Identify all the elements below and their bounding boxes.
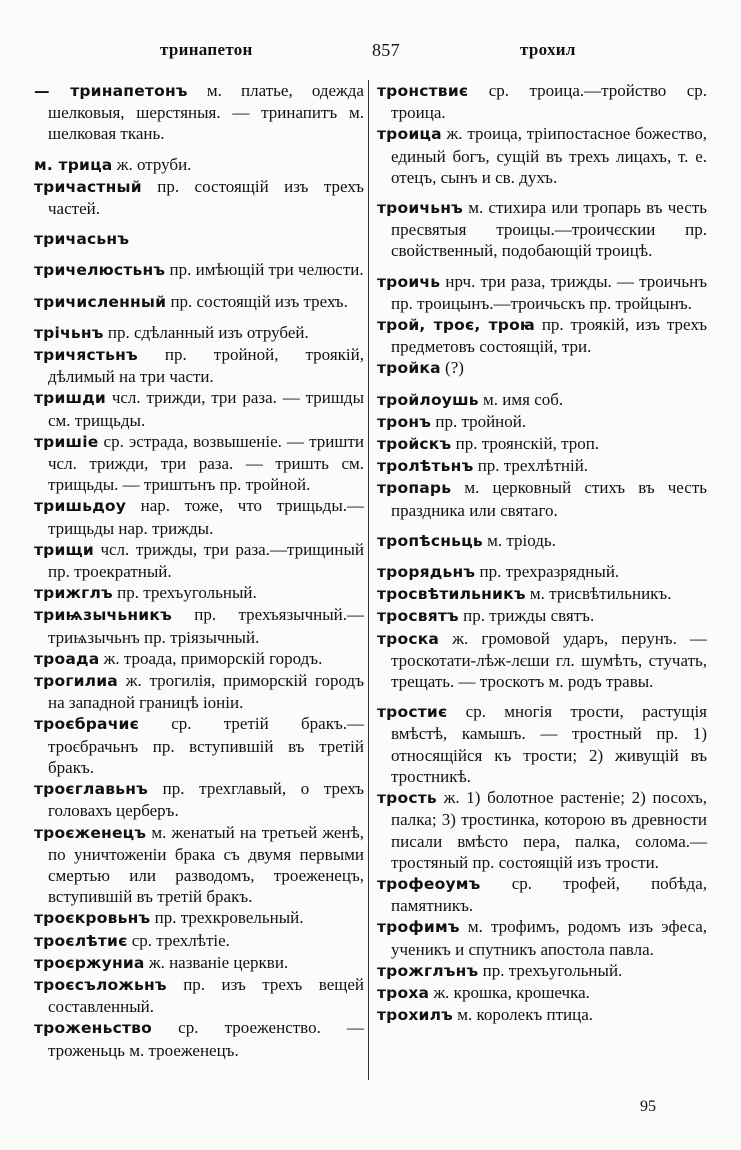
entry-definition: ср. третій бракъ.—троєбрачьнъ пр. вступившій въ третій бракъ. [48, 714, 364, 777]
entry-definition: ж. отруби. [112, 154, 192, 174]
dictionary-entry [377, 477, 707, 520]
dictionary-entry [34, 907, 364, 929]
dictionary-entry [34, 154, 364, 176]
dictionary-entry [34, 604, 364, 647]
dictionary-entry [34, 495, 364, 538]
dictionary-entry [34, 259, 364, 281]
entry-definition: м. имя соб. [478, 389, 564, 409]
entry-headword: трорядьнъ [377, 563, 476, 582]
dictionary-entry [377, 271, 707, 314]
entry-headword: тричисленный [34, 292, 167, 311]
dictionary-entry [34, 176, 364, 219]
dictionary-entry [377, 357, 707, 379]
right-column [377, 80, 707, 1026]
entry-headword: тропарь [377, 479, 452, 498]
dictionary-entry [34, 80, 364, 145]
entry-headword: трижглъ [34, 584, 113, 603]
entry-definition: пр. тройной, троякій, дѣлимый на три части. [48, 345, 364, 387]
dictionary-entry [377, 960, 707, 982]
entry-definition: (?) [440, 358, 464, 378]
entry-headword: трогилиа [34, 672, 118, 691]
entry-definition: ж. трогилія, приморскій городъ на западной границѣ іоніи. [48, 671, 364, 713]
dictionary-entry [34, 974, 364, 1017]
dictionary-entry [34, 582, 364, 604]
entry-headword: троичьнъ [377, 199, 463, 218]
dictionary-entry [377, 982, 707, 1004]
entry-headword: троска [377, 629, 440, 648]
entry-headword: троєлѣтиє [34, 931, 128, 950]
entry-headword: тронствиє [377, 82, 469, 100]
entry-headword: тросвятъ [377, 607, 459, 626]
dictionary-entry [377, 1004, 707, 1026]
entry-definition: ж. троица, тріипостасное божество, единый богъ, сущій въ трехъ лицахъ, т. е. отецъ, сынъ и св. духъ. [391, 124, 707, 187]
dictionary-entry [377, 628, 707, 693]
dictionary-entry [377, 583, 707, 605]
entry-headword: тричастный [34, 177, 142, 196]
dictionary-entry [377, 123, 707, 188]
entry-definition: м. тріодь. [482, 530, 556, 550]
dictionary-entry [34, 228, 364, 250]
entry-definition: пр. изъ трехъ вещей составленный. [48, 974, 364, 1017]
entry-headword: трожглънъ [377, 961, 479, 980]
dictionary-entry [34, 822, 364, 908]
dictionary-entry [377, 433, 707, 455]
entry-definition: м. стихира или тропарь въ честь пресвятыя троицы.—троичєскии пр. свойственный, подобающій троицѣ. [391, 198, 707, 261]
entry-headword: троєкровьнъ [34, 909, 151, 928]
entry-headword: тричястьнъ [34, 346, 138, 365]
entry-definition: м. платье, одежда шелковыя, шерстяныя. — тринапитъ м. шелковая ткань. [48, 81, 364, 144]
entry-headword: — тринапетонъ [34, 82, 188, 100]
entry-definition: чсл. трижды, три раза.—трищиный пр. троекратный. [48, 539, 364, 582]
entry-headword: тричелюстьнъ [34, 261, 166, 280]
dictionary-entry [34, 322, 364, 344]
dictionary-entry [34, 648, 364, 670]
entry-headword: тришьдоу [34, 497, 127, 516]
entry-definition: пр. трехглавый, о трехъ головахъ церберъ. [48, 779, 364, 821]
dictionary-entry [34, 539, 364, 582]
entry-definition: чсл. трижди, три раза. — тришды см. трищьды. [48, 388, 364, 430]
entry-definition: пр. трехразрядный. [475, 562, 620, 582]
entry-headword: трофеоумъ [377, 874, 481, 893]
entry-headword: тросвѣтильникъ [377, 585, 526, 604]
entry-definition: нрч. три раза, трижды. — троичьнъ пр. троицынъ.—троичьскъ пр. тройцынъ. [391, 271, 707, 313]
entry-definition: пр. имѣющій три челюсти. [165, 260, 364, 280]
entry-definition: ж. крошка, крошечка. [429, 982, 590, 1002]
entry-headword: тронъ [377, 412, 432, 431]
running-head-right: трохил [520, 40, 576, 59]
dictionary-entry [377, 314, 707, 357]
entry-definition: ж. 1) болотное растеніе; 2) посохъ, палка; 3) тростинка, которою въ древности писали вмѣсто пера, палка, солома.—тростяный пр. состоящій изъ трости. [391, 788, 707, 872]
entry-definition: ср. трофей, побѣда, памятникъ. [391, 873, 707, 916]
entry-definition: нар. тоже, что трищьды.— трищьды нар. трижды. [48, 496, 364, 538]
entry-headword: троєсъложьнъ [34, 975, 167, 994]
running-head-left: тринапетон [160, 40, 253, 59]
entry-headword: троица [377, 125, 442, 144]
page-number-top: 857 [372, 40, 400, 60]
entry-headword: трищи [34, 540, 94, 559]
entry-definition: м. женатый на третьей женѣ, по уничтоженіи брака съ двумя первыми смертью или разводомъ, троеженецъ, вступившій въ третій бракъ. [48, 822, 364, 907]
dictionary-entry [377, 455, 707, 477]
entry-headword: троха [377, 983, 430, 1002]
entry-headword: трой, троє, троꙗ [377, 316, 535, 335]
entry-definition: пр. трехъязычный.— триѩзычьнъ пр. тріязычный. [48, 605, 364, 647]
entry-definition: пр. трехъугольный. [478, 960, 623, 980]
dictionary-entry [377, 787, 707, 873]
entry-definition: ср. трехлѣтіе. [127, 930, 230, 950]
dictionary-entry [34, 344, 364, 387]
entry-headword: тройка [377, 359, 441, 378]
entry-headword: тропѣсньць [377, 531, 483, 550]
entry-definition: ж. названіе церкви. [144, 952, 289, 972]
entry-definition: пр. состоящій изъ трехъ. [166, 291, 348, 311]
entry-headword: троєглавьнъ [34, 780, 148, 799]
page-number-bottom: 95 [640, 1098, 656, 1115]
dictionary-entry [377, 197, 707, 262]
entry-headword: тричасьнъ [34, 230, 130, 249]
dictionary-entry [34, 670, 364, 713]
dictionary-entry [377, 605, 707, 627]
dictionary-entry [34, 387, 364, 430]
entry-headword: тролѣтьнъ [377, 457, 474, 476]
entry-headword: тройлоушь [377, 390, 479, 409]
entry-headword: триѩзычьникъ [34, 606, 172, 625]
entry-definition: ср. многія трости, растущія вмѣстѣ, камышъ. — тростный пр. 1) относящійся къ трости; 2) живущій въ тростникѣ. [391, 702, 707, 786]
entry-definition: пр. тройной. [431, 411, 527, 431]
entry-headword: трофимъ [377, 918, 460, 937]
entry-definition: пр. сдѣланный изъ отрубей. [103, 322, 309, 342]
entry-headword: троєржуниа [34, 953, 145, 972]
dictionary-entry [34, 778, 364, 821]
dictionary-entry [34, 291, 364, 313]
entry-definition: пр. трижды святъ. [458, 606, 595, 626]
dictionary-entry [377, 561, 707, 583]
entry-headword: тришіе [34, 432, 99, 451]
dictionary-entry [377, 916, 707, 959]
dictionary-entry [34, 713, 364, 778]
entry-headword: троєбрачиє [34, 715, 139, 734]
entry-definition: ж. троада, приморскій городъ. [99, 648, 323, 668]
entry-headword: троєженецъ [34, 823, 147, 842]
entry-definition: пр. трехлѣтній. [473, 456, 589, 476]
entry-headword: троада [34, 649, 100, 668]
dictionary-entry [34, 952, 364, 974]
dictionary-entry [34, 930, 364, 952]
entry-definition: м. церковный стихъ въ честь праздника или святаго. [391, 478, 707, 520]
entry-definition: пр. трехкровельный. [150, 908, 304, 928]
entry-definition: ср. троица.—тройство ср. троица. [391, 81, 707, 123]
dictionary-entry [377, 411, 707, 433]
entry-headword: троженьство [34, 1019, 153, 1038]
entry-headword: трохилъ [377, 1006, 453, 1025]
entry-definition: ср. эстрада, возвышеніе. — тришти чсл. трижди, три раза. — тришть см. трищьды. — триштьнъ пр. тройной. [48, 431, 364, 495]
dictionary-entry [34, 1017, 364, 1060]
entry-headword: трічьнъ [34, 323, 104, 342]
entry-headword: м. трица [34, 155, 113, 174]
entry-definition: пр. троянскій, троп. [451, 434, 600, 454]
entry-headword: тростиє [377, 703, 448, 722]
entry-definition: ж. громовой ударъ, перунъ. —троскотати-лѣж-лєши гл. шумѣть, стучать, трещать. — троскотъ м. родъ травы. [391, 628, 707, 692]
entry-definition: м. трисвѣтильникъ. [525, 584, 672, 604]
entry-headword: тройскъ [377, 435, 452, 454]
entry-definition: пр. трехъугольный. [112, 583, 257, 603]
column-divider [368, 80, 369, 1080]
entry-headword: троичь [377, 272, 441, 291]
entry-definition: пр. состоящій изъ трехъ частей. [48, 176, 364, 219]
entry-definition: м. трофимъ, родомъ изъ эфеса, ученикъ и спутникъ апостола павла. [391, 917, 707, 959]
entry-headword: тришди [34, 389, 106, 408]
dictionary-entry [377, 873, 707, 916]
entry-definition: пр. троякій, изъ трехъ предметовъ состоящій, три. [391, 315, 707, 357]
left-column [34, 80, 364, 1061]
dictionary-entry [377, 701, 707, 787]
entry-definition: ср. троеженство. — троженьць м. троеженецъ. [48, 1018, 364, 1060]
dictionary-entry [377, 389, 707, 411]
dictionary-entry [377, 80, 707, 123]
dictionary-entry [377, 530, 707, 552]
entry-definition: м. королекъ птица. [453, 1005, 594, 1025]
entry-headword: трость [377, 789, 437, 808]
dictionary-entry [34, 431, 364, 496]
